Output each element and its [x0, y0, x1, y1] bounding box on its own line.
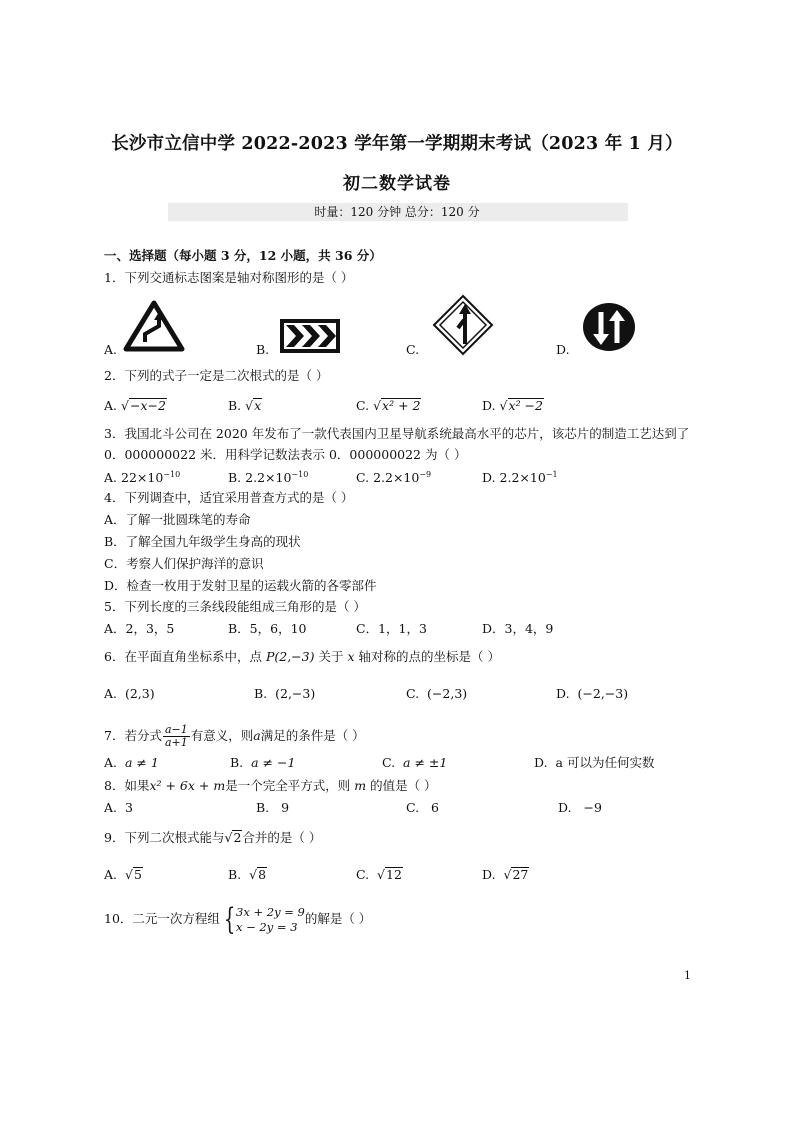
winding-road-sign-icon: [123, 300, 185, 352]
equation-system: 3x + 2y = 9 x − 2y = 3: [236, 904, 305, 934]
q8-stem: 8．如果x² + 6x + m是一个完全平方式，则 m 的值是（ ）: [104, 778, 437, 793]
q10-stem: 10．二元一次方程组 { 3x + 2y = 9 x − 2y = 3 的解是（ ）: [104, 901, 372, 937]
q1-option-d-label: D.: [556, 342, 570, 357]
q4-option-d: D．检查一枚用于发射卫星的运载火箭的各零部件: [104, 578, 377, 593]
q9-stem: 9．下列二次根式能与√2合并的是（ ）: [104, 830, 322, 845]
q4-stem: 4．下列调查中，适宜采用普查方式的是（ ）: [104, 490, 354, 505]
q6-option-a: A. (2,3): [104, 686, 155, 701]
q5-option-a: A．2，3，5: [104, 621, 175, 636]
q7-option-a: A. a ≠ 1: [104, 755, 159, 770]
q6-option-c: C. (−2,3): [406, 686, 468, 701]
q6-option-d: D. (−2,−3): [556, 686, 629, 701]
q1-stem: 1．下列交通标志图案是轴对称图形的是（ ）: [104, 270, 354, 285]
q8-option-c: C. 6: [406, 800, 439, 815]
q2-option-a: A. √−x−2: [104, 398, 166, 413]
q6-stem: 6．在平面直角坐标系中，点 P(2,−3) 关于 x 轴对称的点的坐标是（ ）: [104, 649, 500, 664]
q9-option-c: C. √12: [356, 867, 402, 882]
q9-option-b: B. √8: [228, 867, 267, 882]
q1-option-a-label: A.: [104, 342, 118, 357]
radicand: 2: [233, 830, 242, 845]
fraction: $\frac{a-1}{a+1}$: [164, 723, 188, 749]
q5-option-c: C．1，1，3: [356, 621, 427, 636]
q3-option-c: C. $2.2\times 10^{-9}$: [356, 470, 432, 485]
page-number: 1: [684, 969, 691, 982]
chevron-arrows-sign-icon: [280, 319, 340, 353]
q4-option-a: A．了解一批圆珠笔的寿命: [104, 512, 251, 527]
q2-option-c: C. √x² + 2: [356, 398, 421, 413]
q8-option-d: D. −9: [558, 800, 602, 815]
q7-option-b: B. a ≠ −1: [230, 755, 296, 770]
exam-title: 长沙市立信中学 2022-2023 学年第一学期期末考试（2023 年 1 月）: [111, 134, 683, 154]
section-heading: 一、选择题（每小题 3 分，12 小题，共 36 分）: [104, 248, 382, 263]
q7-option-d: D. a 可以为任何实数: [534, 755, 655, 770]
q5-stem: 5．下列长度的三条线段能组成三角形的是（ ）: [104, 599, 366, 614]
q2-stem: 2．下列的式子一定是二次根式的是（ ）: [104, 368, 329, 383]
q5-option-b: B．5，6，10: [228, 621, 307, 636]
q2-option-d: D. √x² −2: [482, 398, 543, 413]
q4-option-b: B．了解全国九年级学生身高的现状: [104, 534, 301, 549]
q3-option-d: D. $2.2\times 10^{-1}$: [482, 470, 558, 485]
q3-option-a: A. $22\times 10^{-10}$: [104, 470, 181, 485]
q9-option-a: A. √5: [104, 867, 142, 882]
q3-stem-line1: 3．我国北斗公司在 2020 年发布了一款代表国内卫星导航系统最高水平的芯片，该芯片的制造工艺达到了: [104, 426, 690, 441]
q9-option-d: D. √27: [482, 867, 529, 882]
merge-lane-sign-icon: [432, 294, 494, 356]
q1-option-b-label: B.: [256, 342, 270, 357]
q5-option-d: D．3，4，9: [482, 621, 554, 636]
exam-meta: 时量：120 分钟 总分：120 分: [314, 205, 480, 219]
q3-option-b: B. $2.2\times 10^{-10}$: [228, 470, 309, 485]
q4-option-c: C．考察人们保护海洋的意识: [104, 556, 264, 571]
radicand: x² −2: [508, 398, 543, 413]
q7-option-c: C. a ≠ ±1: [382, 755, 448, 770]
radicand: −x−2: [129, 398, 166, 413]
radicand: x: [254, 398, 262, 413]
radicand: x² + 2: [382, 398, 421, 413]
q8-option-a: A. 3: [104, 800, 133, 815]
q8-option-b: B. 9: [256, 800, 290, 815]
q3-stem-line2: 0．000000022 米．用科学记数法表示 0．000000022 为（ ）: [104, 447, 467, 462]
q1-option-c-label: C.: [406, 342, 420, 357]
q2-option-b: B. √x: [228, 398, 262, 413]
left-brace: {: [223, 901, 236, 937]
two-way-traffic-sign-icon: [582, 302, 636, 352]
q6-option-b: B. (2,−3): [254, 686, 316, 701]
exam-subtitle: 初二数学试卷: [343, 174, 451, 194]
q7-stem: 7．若分式 $\frac{a-1}{a+1}$ 有意义，则a满足的条件是（ ）: [104, 723, 365, 749]
point-p: P(2,−3): [265, 649, 315, 664]
